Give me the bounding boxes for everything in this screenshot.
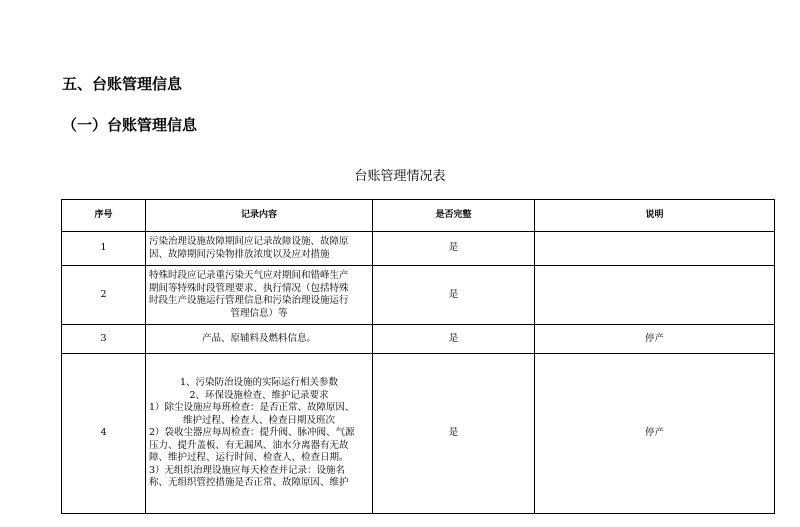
header-complete: 是否完整 (373, 200, 535, 232)
cell-complete: 是 (373, 325, 535, 354)
cell-complete: 是 (373, 354, 535, 514)
cell-no: 4 (62, 354, 146, 514)
content-line: 2）袋收尘器应每周检查：提升阀、脉冲阀、气源 (149, 427, 355, 439)
cell-complete: 是 (373, 266, 535, 325)
subsection-heading: （一）台账管理信息 (62, 116, 198, 134)
content-line: 因、故障期间污染物排放浓度以及应对措施 (149, 248, 330, 260)
content-line: 特殊时段应记录重污染天气应对期间和错峰生产 (149, 270, 349, 281)
table-title: 台账管理情况表 (354, 169, 446, 184)
content-line: 管理信息）等 (230, 307, 288, 319)
content-line: 1）除尘设施应每班检查：是否正常、故障原因、 (149, 402, 355, 414)
content-line: 称、无组织管控措施是否正常、故障原因、维护 (149, 477, 349, 489)
table-row (62, 325, 775, 354)
header-no: 序号 (62, 200, 146, 232)
section-heading: 五、台账管理信息 (62, 75, 183, 93)
cell-no: 3 (62, 325, 146, 354)
content-line: 期间等特殊时段管理要求、执行情况（包括特殊 (149, 282, 349, 294)
content-line: 污染治理设施故障期间应记录故障设施、故障原 (149, 236, 349, 247)
cell-no: 1 (62, 232, 146, 266)
content-line: 1、污染防治设施的实际运行相关参数 (179, 377, 339, 389)
table-row (62, 266, 775, 325)
cell-content (146, 266, 373, 325)
table-header-row (62, 200, 775, 232)
cell-note (535, 266, 775, 325)
cell-complete: 是 (373, 232, 535, 266)
content-line: 压力、提升盖板、有无漏风、油水分离器有无故 (149, 439, 349, 451)
content-line: 时段生产设施运行管理信息和污染治理设施运行 (149, 295, 349, 306)
content-line: 产品、原辅料及燃料信息。 (201, 332, 316, 344)
table-row (62, 354, 775, 514)
header-note: 说明 (535, 200, 775, 232)
cell-content (146, 354, 373, 514)
content-line: 障、维护过程、运行时间、检查人、检查日期。 (149, 452, 349, 464)
ledger-table (61, 199, 775, 514)
cell-content (146, 325, 373, 354)
table-row (62, 232, 775, 266)
cell-content (146, 232, 373, 266)
cell-note (535, 232, 775, 266)
content-line: 2、环保设施检查、维护记录要求 (189, 389, 329, 401)
content-line: 维护过程、检查人、检查日期及班次 (182, 414, 335, 426)
cell-no: 2 (62, 266, 146, 325)
cell-note: 停产 (535, 354, 775, 514)
cell-note: 停产 (535, 325, 775, 354)
content-line: 3）无组织治理设施应每天检查并记录：设施名 (149, 464, 346, 476)
header-content: 记录内容 (146, 200, 373, 232)
